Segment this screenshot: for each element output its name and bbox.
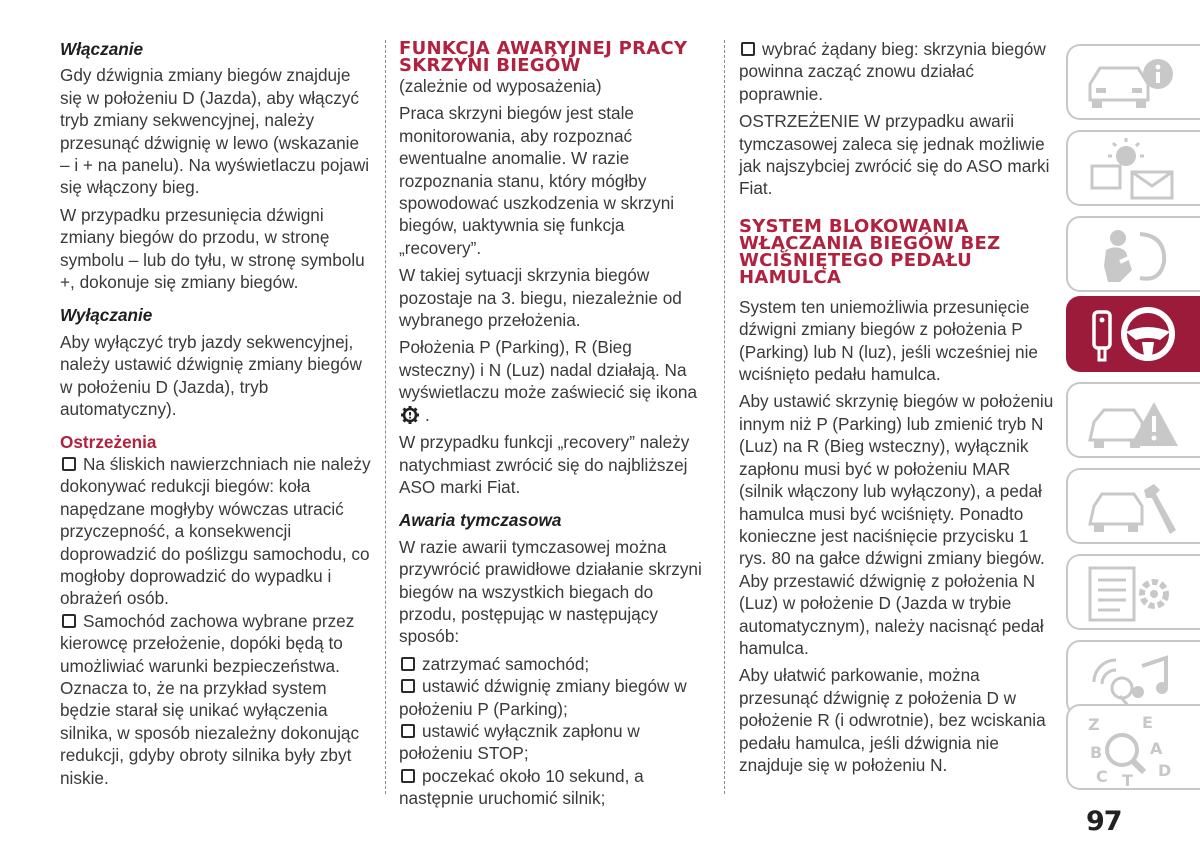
paragraph: W przypadku przesunięcia dźwigni zmiany biegów do przodu, w stronę symbolu – lub do tyłu, w stronę symbolu +, dokonuje się zmiany biegów. bbox=[60, 204, 365, 293]
checkbox-bullet-icon bbox=[62, 614, 76, 628]
step-item: wybrać żądany bieg: skrzynia biegów powinna zacząć znowu działać poprawnie. bbox=[739, 39, 1046, 104]
step-item: poczekać około 10 sekund, a następnie uruchomić silnik; bbox=[399, 765, 644, 809]
seat-airbag-icon bbox=[1080, 222, 1190, 288]
checkbox-bullet-icon bbox=[62, 457, 76, 471]
paragraph: System ten uniemożliwia przesunięcie dźwigni zmiany biegów z położenia P (Parking) lub N (luz), jeśli wcześniej nie wciśnięto pedału hamulca. bbox=[739, 296, 1038, 385]
key-steering-wheel-icon bbox=[1080, 302, 1190, 368]
section-subtitle: (zależnie od wyposażenia) bbox=[399, 76, 602, 96]
column-left bbox=[60, 38, 372, 789]
column-divider bbox=[385, 40, 386, 794]
svg-text:C: C bbox=[1096, 767, 1108, 786]
step-item: zatrzymać samochód; bbox=[399, 653, 711, 675]
checkbox-bullet-icon bbox=[401, 679, 415, 693]
column-middle bbox=[399, 38, 711, 810]
section-title: FUNKCJA AWARYJNEJ PRACY SKRZYNI BIEGÓW bbox=[399, 38, 688, 76]
svg-text:B: B bbox=[1090, 743, 1103, 762]
multimedia-icon bbox=[1080, 646, 1190, 712]
warning-paragraph: OSTRZEŻENIE W przypadku awarii tymczasowej zaleca się jednak możliwie jak najszybciej zwrócić się do ASO marki Fiat. bbox=[739, 111, 1050, 199]
heading-warnings: Ostrzeżenia bbox=[60, 431, 157, 452]
step-item: ustawić wyłącznik zapłonu w położeniu STOP; bbox=[399, 720, 640, 764]
svg-text:T: T bbox=[1122, 771, 1133, 788]
svg-text:Z: Z bbox=[1088, 715, 1100, 734]
checkbox-bullet-icon bbox=[401, 769, 415, 783]
paragraph: Gdy dźwignia zmiany biegów znajduje się w położeniu D (Jazda), aby włączyć tryb zmiany sekwencyjnej, należy przesunąć dźwignię w lewo (wskazanie – i + na panelu). Na wyświetlaczu pojawi się włączony bieg. bbox=[60, 65, 370, 198]
paragraph: W takiej sytuacji skrzynia biegów pozostaje na 3. biegu, niezależnie od wybranego przełożenia. bbox=[399, 265, 682, 331]
tab-technical-data[interactable] bbox=[1066, 554, 1200, 630]
page-number: 97 bbox=[1086, 806, 1122, 837]
paragraph: Aby wyłączyć tryb jazdy sekwencyjnej, należy ustawić dźwignię zmiany biegów w położeniu D (Jazda), tryb automatyczny). bbox=[60, 331, 362, 420]
paragraph: Aby ustawić skrzynię biegów w położeniu innym niż P (Parking) lub zmienić tryb N (Luz) na R (Bieg wsteczny), wyłącznik zapłonu musi być w położeniu MAR (silnik włączony lub wyłączony), a pedał hamulca musi być wciśnięty. Ponadto konieczne jest naciśnięcie przycisku 1 rys. 80 na gałce dźwigni zmiany biegów. Aby przestawić dźwignię z położenia N (Luz) w położenie D (Jazda w trybie automatycznym), należy nacisnąć pedał hamulca. bbox=[739, 391, 1054, 658]
paragraph: Położenia P (Parking), R (Bieg wsteczny) i N (Luz) nadal działają. Na wyświetlaczu może zaświecić się ikona . bbox=[399, 337, 698, 425]
tab-index[interactable] bbox=[1066, 704, 1200, 790]
car-info-icon bbox=[1080, 50, 1190, 116]
heading-disable: Wyłączanie bbox=[60, 305, 153, 326]
tab-starting-driving[interactable] bbox=[1066, 296, 1200, 372]
maintenance-icon bbox=[1080, 474, 1190, 540]
tab-maintenance[interactable] bbox=[1066, 468, 1200, 544]
emergency-icon bbox=[1080, 388, 1190, 454]
warning-lights-icon bbox=[1080, 136, 1190, 202]
tab-emergency[interactable] bbox=[1066, 382, 1200, 458]
gearbox-failure-icon bbox=[399, 405, 421, 425]
heading-enable: Włączanie bbox=[60, 39, 144, 59]
paragraph: Aby ułatwić parkowanie, można przesunąć dźwignię z położenia D w położenie R (i odwrotnie), bez wciskania pedału hamulca, jeśli dźwignia nie znajduje się w położeniu N. bbox=[739, 665, 1046, 775]
index-icon bbox=[1080, 710, 1190, 788]
heading-temporary-failure: Awaria tymczasowa bbox=[399, 510, 562, 531]
warning-item: Na śliskich nawierzchniach nie należy dokonywać redukcji biegów: koła napędzane mogłyby wówczas utracić przyczepność, a konsekwencji doprowadzić do poślizgu samochodu, co mogłoby doprowadzić do wypadku i obrażeń osób. bbox=[60, 453, 371, 609]
svg-text:D: D bbox=[1158, 761, 1172, 780]
checkbox-bullet-icon bbox=[401, 657, 415, 671]
step-item: ustawić dźwignię zmiany biegów w położeniu P (Parking); bbox=[399, 676, 687, 719]
warning-item: Samochód zachowa wybrane przez kierowcę przełożenie, dopóki będą to umożliwiać warunki bezpieczeństwa. Oznacza to, że na przykład system będzie starał się unikać wyłączenia silnika, w sposób niezależny dokonując redukcji, gdyby obroty silnika były zbyt niskie. bbox=[60, 610, 360, 788]
tab-safety[interactable] bbox=[1066, 216, 1200, 292]
checkbox-bullet-icon bbox=[401, 724, 415, 738]
column-right bbox=[739, 38, 1054, 781]
paragraph: W przypadku funkcji „recovery” należy natychmiast zwrócić się do najbliższej ASO marki Fiat. bbox=[399, 432, 690, 497]
section-title: SYSTEM BLOKOWANIA WŁĄCZANIA BIEGÓW BEZ WCIŚNIĘTEGO PEDAŁU HAMULCA bbox=[739, 215, 1001, 288]
checkbox-bullet-icon bbox=[741, 42, 755, 56]
svg-text:A: A bbox=[1150, 739, 1163, 758]
column-divider bbox=[724, 40, 725, 794]
tab-warning-lights[interactable] bbox=[1066, 130, 1200, 206]
paragraph: W razie awarii tymczasowej można przywrócić prawidłowe działanie skrzyni biegów na wszystkich biegach do przodu, postępując w następujący sposób: bbox=[399, 536, 702, 647]
technical-data-icon bbox=[1080, 560, 1190, 626]
tab-car-info[interactable] bbox=[1066, 44, 1200, 120]
paragraph: Praca skrzyni biegów jest stale monitorowania, aby rozpoznać ewentualne anomalie. W razie rozpoznania stanu, który mógłby spowodować uszkodzenia w skrzyni biegów, uaktywnia się funkcja „recovery”. bbox=[399, 103, 675, 258]
svg-text:E: E bbox=[1142, 713, 1153, 732]
